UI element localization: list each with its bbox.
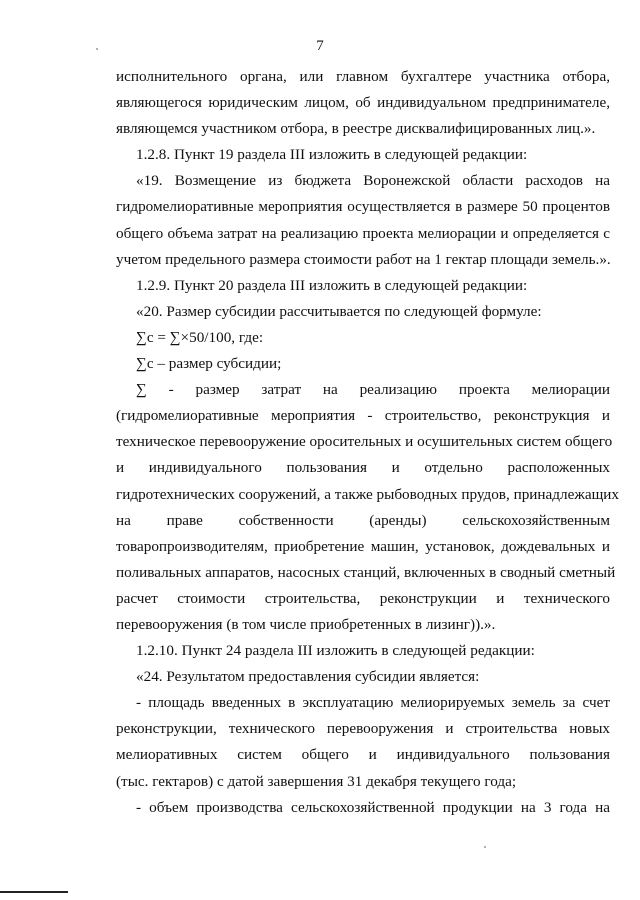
text-line: мелиоративных систем общего и индивидуального пользования xyxy=(116,746,610,764)
scan-speck xyxy=(96,48,98,50)
text-line: техническое перевооружение оросительных и осушительных систем общего xyxy=(116,433,613,451)
formula-line: ∑с = ∑×50/100, где: xyxy=(136,328,264,346)
text-line: «19. Возмещение из бюджета Воронежской области расходов на xyxy=(136,172,610,190)
list-item: - площадь введенных в эксплуатацию мелиорируемых земель за счет xyxy=(136,694,610,712)
scan-artifact-line xyxy=(0,891,68,893)
section-heading-1-2-10: 1.2.10. Пункт 24 раздела III изложить в следующей редакции: xyxy=(136,642,535,660)
text-line: «20. Размер субсидии рассчитывается по следующей формуле: xyxy=(136,302,542,320)
text-line: и индивидуального пользования и отдельно расположенных xyxy=(116,459,610,477)
text-line: ∑ - размер затрат на реализацию проекта мелиорации xyxy=(136,381,610,399)
text-line: перевооружения (в том числе приобретенных в лизинг)).». xyxy=(116,615,496,633)
text-line: (тыс. гектаров) с датой завершения 31 декабря текущего года; xyxy=(116,772,517,790)
text-line: общего объема затрат на реализацию проекта мелиорации и определяется с xyxy=(116,224,610,242)
text-line: на праве собственности (аренды) сельскохозяйственным xyxy=(116,511,610,529)
text-line: являющегося юридическим лицом, об индивидуальном предпринимателе, xyxy=(116,94,610,112)
formula-definition: ∑с – размер субсидии; xyxy=(136,355,282,373)
text-line: «24. Результатом предоставления субсидии является: xyxy=(136,668,480,686)
text-line: поливальных аппаратов, насосных станций, включенных в сводный сметный xyxy=(116,563,616,581)
scan-speck xyxy=(484,846,486,848)
page-number: 7 xyxy=(316,38,324,54)
text-line: исполнительного органа, или главном бухгалтере участника отбора, xyxy=(116,68,610,85)
text-line: учетом предельного размера стоимости работ на 1 гектар площади земель.». xyxy=(116,250,611,268)
text-line: гидромелиоративные мероприятия осуществляется в размере 50 процентов xyxy=(116,198,610,216)
text-line: расчет стоимости строительства, реконструкции и технического xyxy=(116,589,610,607)
text-line: являющемся участником отбора, в реестре дисквалифицированных лиц.». xyxy=(116,120,596,138)
text-line: товаропроизводителям, приобретение машин, установок, дождевальных и xyxy=(116,537,610,555)
section-heading-1-2-8: 1.2.8. Пункт 19 раздела III изложить в следующей редакции: xyxy=(136,146,528,164)
text-line: реконструкции, технического перевооружения и строительства новых xyxy=(116,720,610,738)
section-heading-1-2-9: 1.2.9. Пункт 20 раздела III изложить в следующей редакции: xyxy=(136,276,528,294)
document-body xyxy=(116,64,619,821)
text-line: (гидромелиоративные мероприятия - строительство, реконструкция и xyxy=(116,407,610,425)
list-item: - объем производства сельскохозяйственной продукции на 3 года на xyxy=(136,798,610,816)
text-line: гидротехнических сооружений, а также рыбоводных прудов, принадлежащих xyxy=(116,485,619,503)
